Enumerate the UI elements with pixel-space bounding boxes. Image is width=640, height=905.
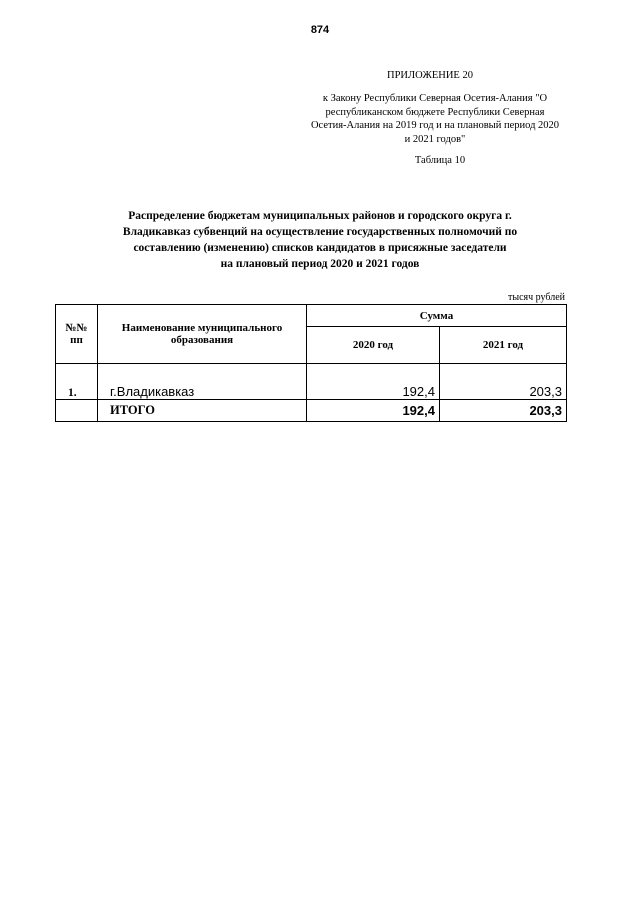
total-label: ИТОГО: [98, 400, 307, 422]
units-label: тысяч рублей: [507, 292, 565, 303]
header-year-2021: 2021 год: [440, 327, 567, 364]
document-heading: Распределение бюджетам муниципальных районов и городского округа г. Владикавказ субвенций на осуществление государственных полномочий по составлению (изменению) списков кандидатов в присяжные заседатели на плановый период 2020 и 2021 годов: [122, 210, 518, 270]
header-year-2020: 2020 год: [307, 327, 440, 364]
total-number-cell: [56, 400, 98, 422]
appendix-reference: к Закону Республики Северная Осетия-Алания "О республиканском бюджете Республики Северная Осетия-Алания на 2019 год и на плановый период 2020 и 2021 годов": [310, 93, 560, 145]
table-row: [56, 364, 567, 400]
total-value-2021: 203,3: [440, 400, 567, 422]
row-value-2020: 192,4: [307, 364, 440, 400]
row-name: г.Владикавказ: [98, 364, 307, 400]
header-sum: Сумма: [307, 305, 567, 327]
header-name: Наименование муниципального образования: [98, 305, 307, 364]
total-value-2020: 192,4: [307, 400, 440, 422]
row-number: 1.: [56, 364, 98, 400]
appendix-title: ПРИЛОЖЕНИЕ 20: [387, 70, 473, 81]
table-label: Таблица 10: [414, 155, 466, 166]
subvention-table: [55, 304, 567, 422]
table-header-row: [56, 305, 567, 327]
header-number: №№ пп: [56, 305, 98, 364]
row-value-2021: 203,3: [440, 364, 567, 400]
page-number: 874: [310, 24, 330, 36]
table-total-row: [56, 400, 567, 422]
